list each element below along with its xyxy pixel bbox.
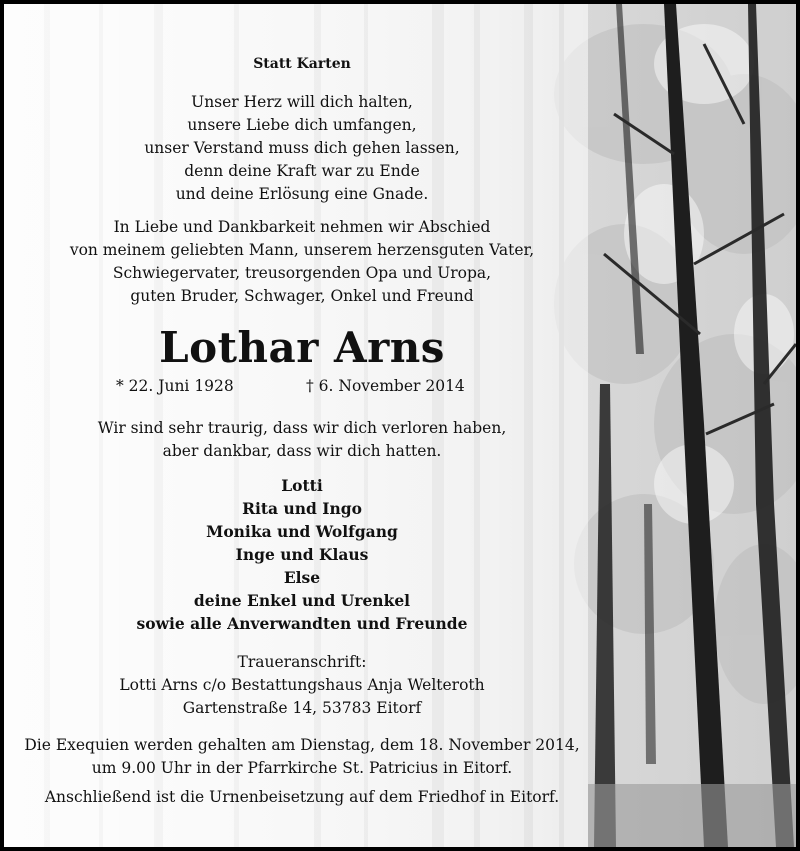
address-line: Gartenstraße 14, 53783 Eitorf <box>182 699 422 717</box>
service-line: Die Exequien werden gehalten am Dienstag, dem 18. November 2014, <box>24 736 580 754</box>
service-line: um 9.00 Uhr in der Pfarrkirche St. Patricius in Eitorf. <box>91 759 513 777</box>
address-line: Lotti Arns c/o Bestattungshaus Anja Welteroth <box>119 676 485 694</box>
intro-line: In Liebe und Dankbarkeit nehmen wir Abschied <box>113 218 491 236</box>
obituary-text <box>4 4 600 847</box>
mourner-name: Rita und Ingo <box>242 499 362 518</box>
sentiment-line: Wir sind sehr traurig, dass wir dich verloren haben, <box>97 419 507 437</box>
header-statt-karten: Statt Karten <box>253 56 351 72</box>
sentiment-line: aber dankbar, dass wir dich hatten. <box>162 442 442 460</box>
address-line: Traueranschrift: <box>237 653 367 671</box>
intro-line: Schwiegervater, treusorgenden Opa und Uropa, <box>112 264 492 282</box>
poem-line: und deine Erlösung eine Gnade. <box>175 185 429 203</box>
poem-line: Unser Herz will dich halten, <box>191 93 413 111</box>
mourner-name: deine Enkel und Urenkel <box>193 591 411 610</box>
poem-line: denn deine Kraft war zu Ende <box>184 162 420 180</box>
mourner-name: Monika und Wolfgang <box>206 522 398 541</box>
intro-line: guten Bruder, Schwager, Onkel und Freund <box>130 287 474 305</box>
mourner-name: Inge und Klaus <box>235 545 369 564</box>
poem-line: unsere Liebe dich umfangen, <box>187 116 417 134</box>
service-line: Anschließend ist die Urnenbeisetzung auf dem Friedhof in Eitorf. <box>44 788 560 806</box>
mourner-name: Else <box>283 568 321 587</box>
intro-line: von meinem geliebten Mann, unserem herzensguten Vater, <box>69 241 535 259</box>
mourner-name: Lotti <box>281 476 323 495</box>
deceased-name: Lothar Arns <box>159 323 445 372</box>
poem-line: unser Verstand muss dich gehen lassen, <box>144 139 460 157</box>
mourner-name: sowie alle Anverwandten und Freunde <box>136 614 468 633</box>
birth-date: * 22. Juni 1928 <box>116 377 234 395</box>
death-date: † 6. November 2014 <box>306 377 465 395</box>
